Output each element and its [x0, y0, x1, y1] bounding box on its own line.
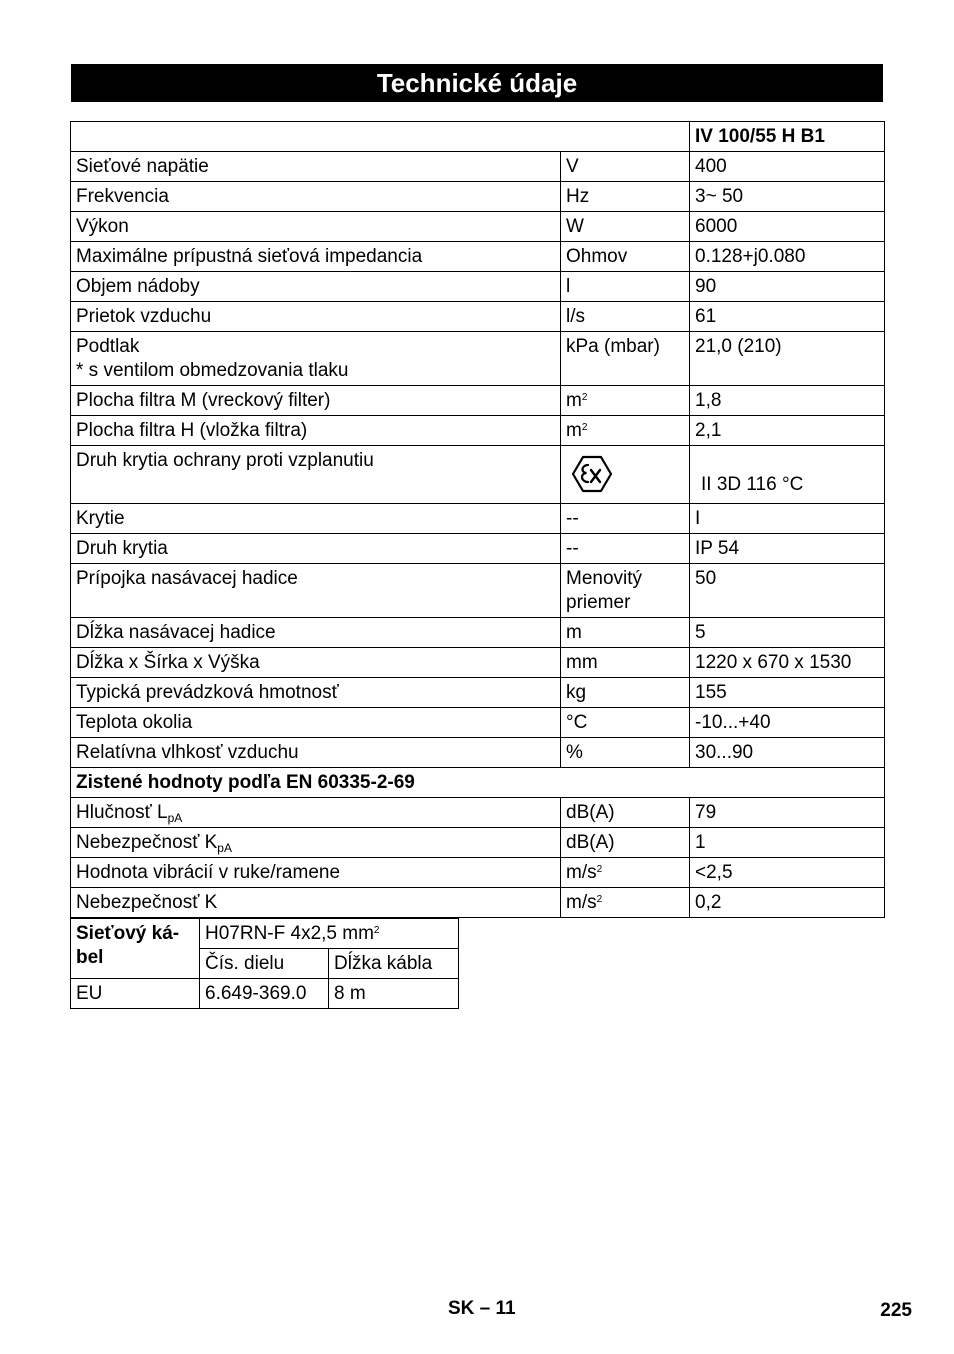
spec-unit: m — [566, 390, 582, 411]
power-cable-table — [70, 918, 459, 1009]
spec-value: I — [690, 504, 885, 534]
table-row — [71, 979, 459, 1009]
spec-value: -10...+40 — [690, 708, 885, 738]
part-number-header: Čís. dielu — [200, 949, 329, 979]
table-row — [71, 242, 885, 272]
spec-label: Plocha filtra H (vložka filtra) — [71, 416, 561, 446]
spec-label: Nebezpečnosť K — [71, 888, 561, 918]
table-row — [71, 272, 885, 302]
spec-label: Relatívna vlhkosť vzduchu — [71, 738, 561, 768]
spec-label-cell — [71, 332, 561, 386]
spec-label: Podtlak — [76, 336, 140, 357]
spec-unit-cell — [561, 858, 690, 888]
spec-unit: m — [561, 618, 690, 648]
spec-unit: Ohmov — [561, 242, 690, 272]
table-row — [71, 738, 885, 768]
table-row — [71, 618, 885, 648]
spec-value: 0,2 — [690, 888, 885, 918]
cable-type: H07RN-F 4x2,5 mm — [205, 923, 374, 944]
cable-type-cell — [200, 919, 459, 949]
table-row — [71, 182, 885, 212]
table-row — [71, 648, 885, 678]
table-row — [71, 332, 885, 386]
spec-value: II 3D 116 °C — [701, 474, 804, 495]
spec-label: Sieťové napätie — [71, 152, 561, 182]
spec-label: Hodnota vibrácií v ruke/ramene — [71, 858, 561, 888]
page-title: Technické údaje — [71, 64, 883, 102]
spec-value-cell — [690, 446, 885, 504]
table-row — [71, 564, 885, 618]
spec-unit: l — [561, 272, 690, 302]
spec-unit: Hz — [561, 182, 690, 212]
spec-unit-cell — [561, 888, 690, 918]
cable-length-header: Dĺžka kábla — [329, 949, 459, 979]
spec-value: 50 — [690, 564, 885, 618]
spec-label: Plocha filtra M (vreckový filter) — [71, 386, 561, 416]
spec-unit: W — [561, 212, 690, 242]
spec-unit-cell — [561, 416, 690, 446]
label-subscript: pA — [217, 841, 232, 855]
spec-value: 90 — [690, 272, 885, 302]
table-row — [71, 888, 885, 918]
spec-value: 1,8 — [690, 386, 885, 416]
cable-length: 8 m — [329, 979, 459, 1009]
spec-label: Hlučnosť L — [76, 802, 168, 823]
spec-label: Prietok vzduchu — [71, 302, 561, 332]
table-row — [71, 302, 885, 332]
spec-unit: dB(A) — [561, 798, 690, 828]
table-row — [71, 386, 885, 416]
spec-label: Nebezpečnosť K — [76, 832, 218, 853]
table-row — [71, 678, 885, 708]
spec-value: 155 — [690, 678, 885, 708]
cable-part-number: 6.649-369.0 — [200, 979, 329, 1009]
model-name: IV 100/55 H B1 — [690, 122, 885, 152]
table-row — [71, 534, 885, 564]
spec-unit: mm — [561, 648, 690, 678]
table-row — [71, 212, 885, 242]
table-row — [71, 416, 885, 446]
spec-label: Prípojka nasávacej hadice — [71, 564, 561, 618]
spec-value: 21,0 (210) — [690, 332, 885, 386]
spec-unit: l/s — [561, 302, 690, 332]
spec-label-cell — [71, 828, 561, 858]
spec-unit: Menovitý priemer — [561, 564, 690, 618]
unit-superscript: 2 — [581, 392, 588, 403]
spec-value: 1220 x 670 x 1530 — [690, 648, 885, 678]
table-row — [71, 504, 885, 534]
cable-heading: Sieťový ká-bel — [71, 919, 200, 979]
spec-label: Typická prevádzková hmotnosť — [71, 678, 561, 708]
cable-region: EU — [71, 979, 200, 1009]
spec-unit: m/s — [566, 892, 597, 913]
unit-superscript: 2 — [596, 894, 603, 905]
spec-unit-cell — [561, 386, 690, 416]
table-header-row — [71, 122, 885, 152]
spec-value: IP 54 — [690, 534, 885, 564]
spec-value: 61 — [690, 302, 885, 332]
header-empty-cell — [71, 122, 690, 152]
label-subscript: pA — [167, 811, 183, 825]
spec-label: Dĺžka x Šírka x Výška — [71, 648, 561, 678]
spec-label: Druh krytia — [71, 534, 561, 564]
spec-label-cell — [71, 798, 561, 828]
spec-unit: m — [566, 420, 582, 441]
spec-label: Druh krytia ochrany proti vzplanutiu — [71, 446, 561, 504]
table-row — [71, 858, 885, 888]
spec-value: 6000 — [690, 212, 885, 242]
page-number: 225 — [880, 1300, 912, 1321]
spec-value: 400 — [690, 152, 885, 182]
spec-unit: m/s — [566, 862, 597, 883]
unit-superscript: 2 — [373, 925, 380, 936]
section-page-label: SK – 11 — [448, 1298, 516, 1319]
spec-unit: kg — [561, 678, 690, 708]
spec-value: 3~ 50 — [690, 182, 885, 212]
spec-value: 0.128+j0.080 — [690, 242, 885, 272]
spec-unit: -- — [561, 534, 690, 564]
table-row — [71, 798, 885, 828]
spec-unit: kPa (mbar) — [561, 332, 690, 386]
spec-unit: -- — [561, 504, 690, 534]
spec-label: Objem nádoby — [71, 272, 561, 302]
unit-superscript: 2 — [581, 422, 588, 433]
spec-unit: °C — [561, 708, 690, 738]
spec-value: 1 — [690, 828, 885, 858]
table-row — [71, 152, 885, 182]
spec-unit-cell — [561, 446, 690, 504]
unit-superscript: 2 — [596, 864, 603, 875]
technical-data-table — [70, 121, 885, 918]
spec-unit: % — [561, 738, 690, 768]
spec-label: Krytie — [71, 504, 561, 534]
spec-label: Výkon — [71, 212, 561, 242]
spec-label-note: * s ventilom obmedzovania tlaku — [76, 360, 349, 381]
spec-value: 2,1 — [690, 416, 885, 446]
spec-label: Dĺžka nasávacej hadice — [71, 618, 561, 648]
table-row — [71, 919, 459, 949]
spec-value: 79 — [690, 798, 885, 828]
spec-value: 30...90 — [690, 738, 885, 768]
table-row — [71, 828, 885, 858]
spec-label: Maximálne prípustná sieťová impedancia — [71, 242, 561, 272]
spec-label: Frekvencia — [71, 182, 561, 212]
measured-section-title: Zistené hodnoty podľa EN 60335-2-69 — [71, 768, 885, 798]
spec-unit: V — [561, 152, 690, 182]
spec-value: <2,5 — [690, 858, 885, 888]
table-row — [71, 446, 885, 504]
table-row — [71, 708, 885, 738]
spec-label: Teplota okolia — [71, 708, 561, 738]
spec-value: 5 — [690, 618, 885, 648]
section-row — [71, 768, 885, 798]
ex-explosion-protection-icon — [571, 455, 613, 500]
spec-unit: dB(A) — [561, 828, 690, 858]
